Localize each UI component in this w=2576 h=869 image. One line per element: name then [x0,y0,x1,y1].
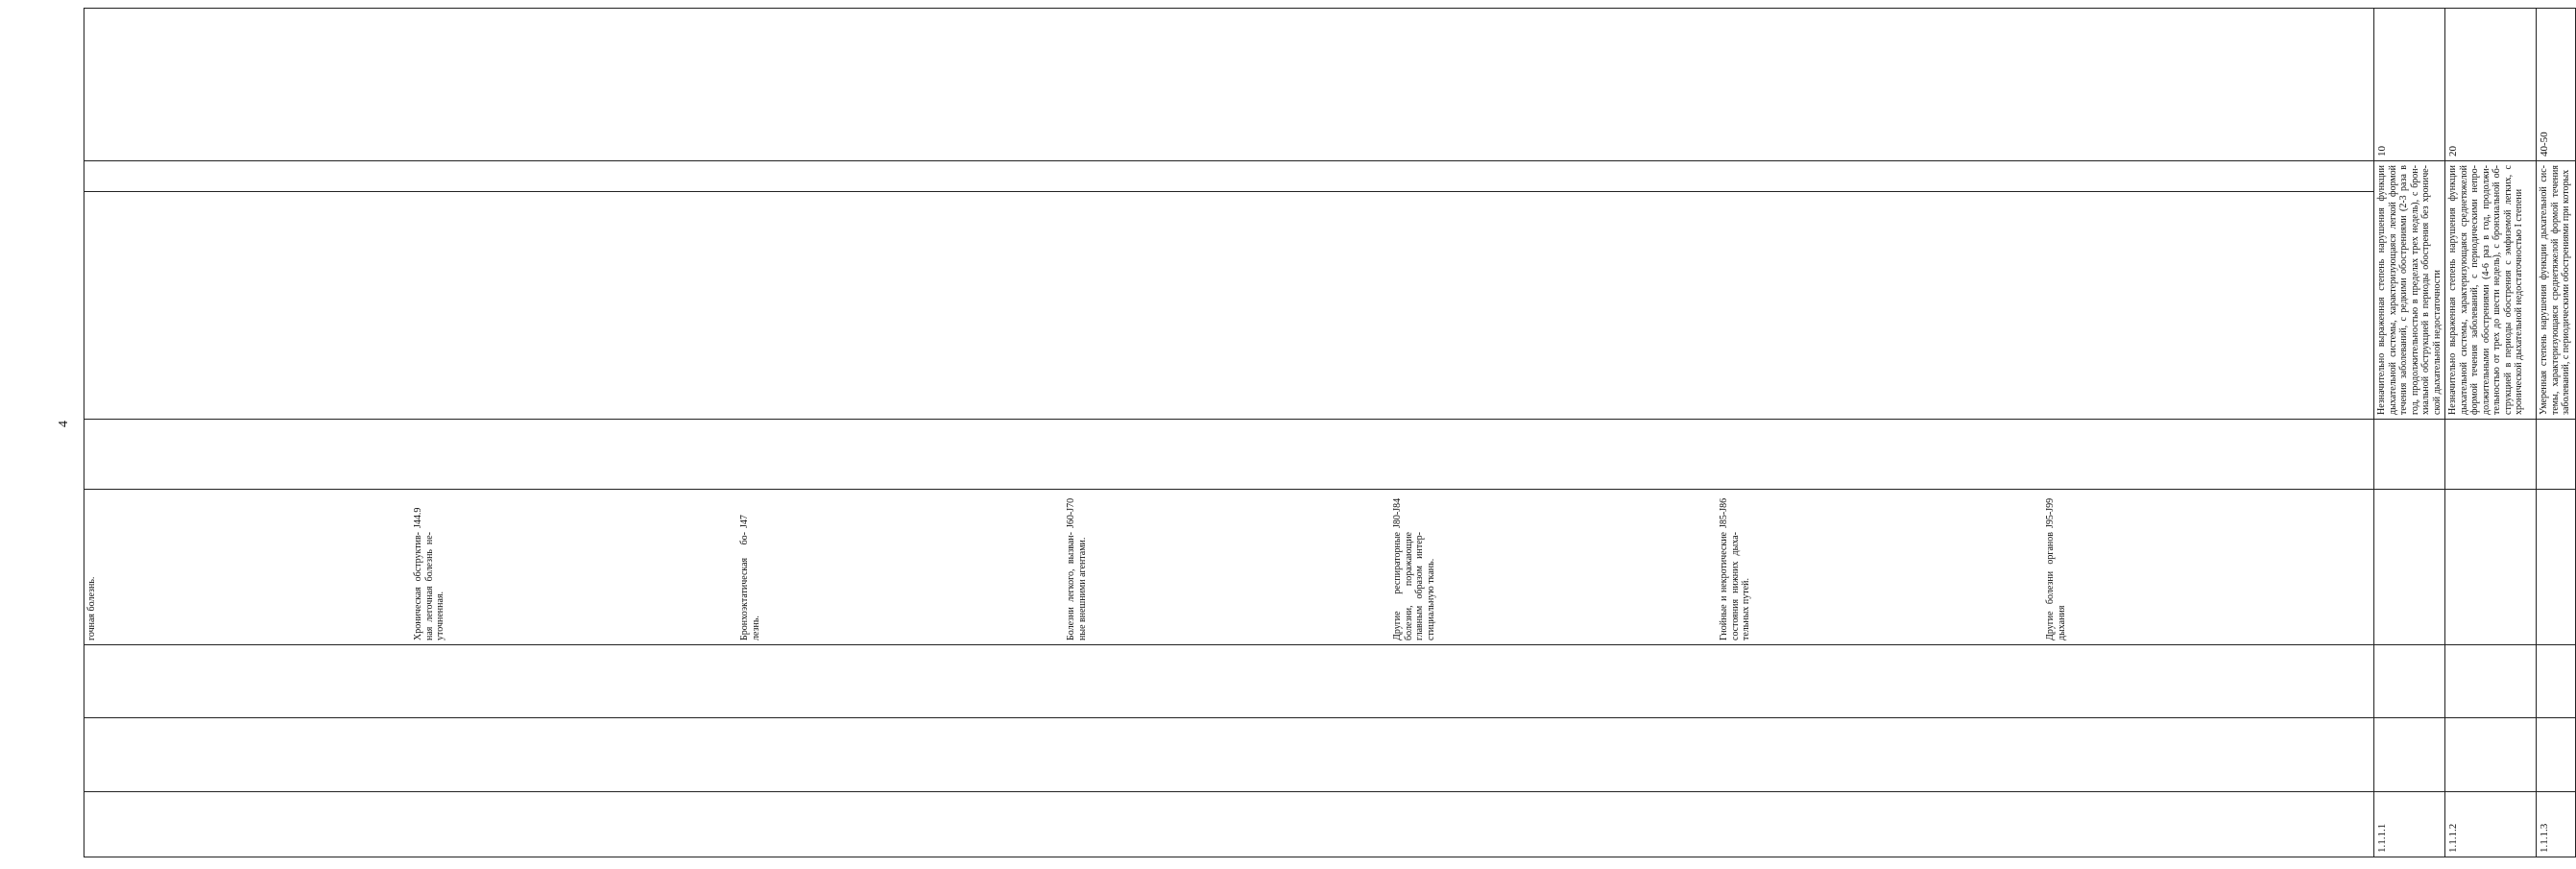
disease-name: Другие респираторные болезни, поражающие главным образом интер-стициальную ткань. [1392,532,1436,640]
icd-code: J95-J99 [2045,497,2056,528]
empty-cell [2537,645,2576,718]
row-code: 1.1.1.2 [2445,792,2537,857]
list-item [413,494,739,640]
disease-name: Гнойные и некротические состояния нижних дыха-тельных путей. [1719,532,1751,640]
empty-cell [2537,490,2576,645]
disability-criteria-table [84,8,2576,857]
impairment-description: Незначительно выраженная степень нарушения функции дыхательной системы, характеризующаяся среднетяжелой формой течения заболеваний, с периодическими непро-должительными обострениями (4-6 раз в год, продолжи-тельностью от трех до шести недель), с бронхиальной об-струкцией в периоды обострения с эмфиземой легких, с хронической дыхательной недостаточностью I степени [2445,161,2537,420]
impairment-description: Незначительно выраженная степень нарушения функции дыхательной системы, характеризующаяся легкой формой течения заболеваний, с редкими обострениями (2-3 раза в год, продолжительностью в пределах трех недель), с брон-хиальной обструкцией в периоды обострения без хрониче-ской дыхательной недостаточности [2374,161,2445,420]
table-row [2537,9,2576,857]
empty-cell [2445,718,2537,792]
list-item [1719,494,2045,640]
empty-cell [84,420,2374,490]
empty-cell [2445,645,2537,718]
disease-list-cell [84,490,2374,645]
empty-cell [2374,420,2445,490]
empty-cell [84,718,2374,792]
disease-name: Хроническая обструктив-ная легочная болезнь не-уточненная. [413,532,445,640]
impairment-description: Умеренная степень нарушения функции дыхательной сис-темы, характеризующаяся среднетяжелой формой течения заболеваний, с периодическими обострениями при которых [2537,161,2576,420]
icd-code: J85-J86 [1719,497,1729,528]
empty-cell [2374,718,2445,792]
row-code: 1.1.1.3 [2537,792,2576,857]
empty-cell [2445,490,2537,645]
percentage-value: 40-50 [2537,9,2576,161]
icd-code: J44.9 [413,507,423,528]
rotated-page-content [84,9,2571,857]
list-item [2045,494,2371,640]
empty-cell [84,192,2374,420]
empty-cell [2537,420,2576,490]
percentage-value: 20 [2445,9,2537,161]
disease-name: Болезни легкого, вызван-ные внешними агентами. [1066,532,1088,640]
list-item [1066,494,1392,640]
percentage-value: 10 [2374,9,2445,161]
table-row [2374,9,2445,857]
icd-code: J47 [739,515,750,528]
empty-cell [84,161,2374,192]
empty-cell [2374,645,2445,718]
empty-cell [2537,718,2576,792]
list-item [1392,494,1719,640]
disease-name: Другие болезни органов дыхания [2045,532,2067,640]
row-code: 1.1.1.1 [2374,792,2445,857]
table-row [84,9,2374,857]
empty-cell [2445,420,2537,490]
empty-cell [84,9,2374,161]
icd-disease-list [86,494,2371,640]
icd-code [86,494,413,528]
icd-code: J80-J84 [1392,497,1403,528]
page-number: 4 [57,421,71,427]
list-item [86,494,413,640]
empty-cell [84,645,2374,718]
list-item [739,494,1066,640]
disease-name: Бронхоэктатическая бо-лезнь. [739,532,761,640]
icd-code: J60-J70 [1066,497,1076,528]
empty-cell [2374,490,2445,645]
empty-cell [84,792,2374,857]
disease-name: гочная болезнь. [86,576,97,640]
table-row [2445,9,2537,857]
